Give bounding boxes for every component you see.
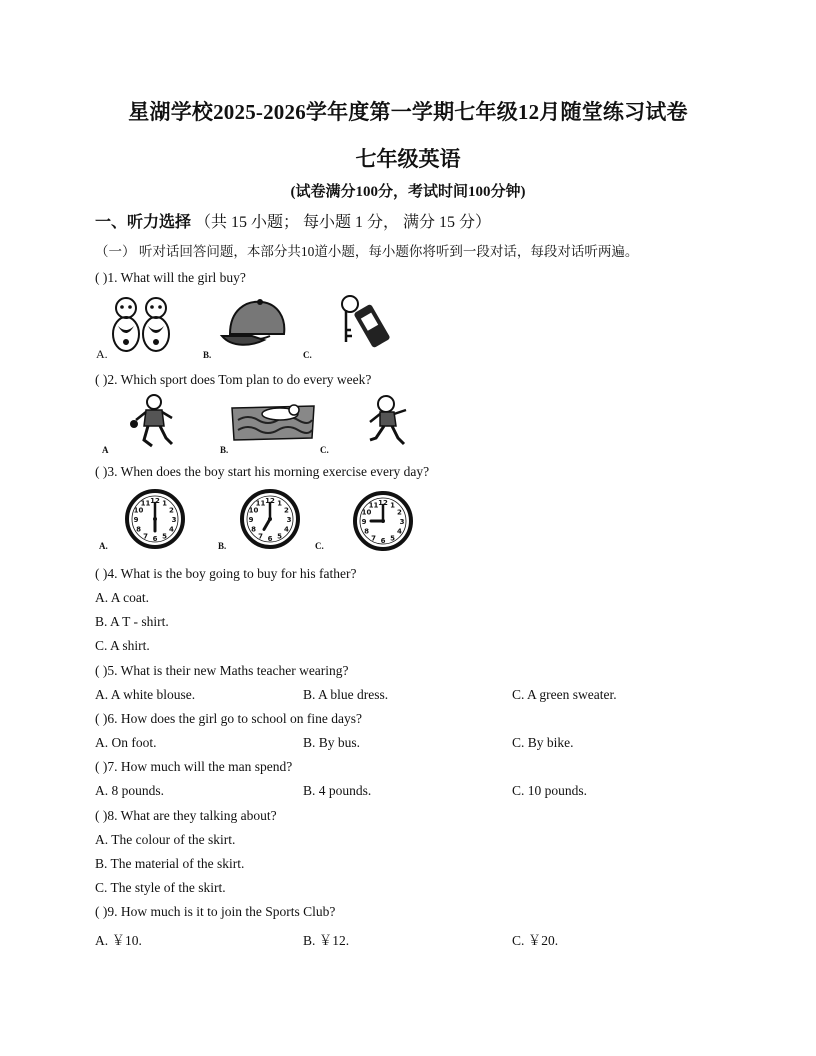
option-c[interactable]: C. 10 pounds. xyxy=(512,783,588,798)
svg-text:8: 8 xyxy=(251,525,256,534)
picture-label: A xyxy=(102,445,109,455)
svg-text:7: 7 xyxy=(143,532,148,541)
clock-nine-icon xyxy=(352,490,414,552)
svg-text:2: 2 xyxy=(284,506,289,515)
keychain-icon xyxy=(332,292,394,354)
svg-text:9: 9 xyxy=(361,518,367,526)
svg-text:6: 6 xyxy=(152,535,158,543)
option-b[interactable]: B. A T - shirt. xyxy=(95,614,169,629)
answer-bracket[interactable]: ( ) xyxy=(95,759,108,774)
runner-icon xyxy=(364,394,414,450)
option-a[interactable]: A. A white blouse. xyxy=(95,687,196,702)
option-a[interactable]: A. On foot. xyxy=(95,735,157,750)
section-title: 一、听力选择 xyxy=(95,214,192,231)
question-text: 2. Which sport does Tom plan to do every week? xyxy=(107,372,372,387)
svg-text:5: 5 xyxy=(162,532,167,541)
svg-text:10: 10 xyxy=(248,506,259,515)
question-2 xyxy=(95,372,371,388)
svg-text:7: 7 xyxy=(371,534,376,543)
question-text: 5. What is their new Maths teacher wearing? xyxy=(107,663,349,678)
answer-bracket[interactable]: ( ) xyxy=(95,372,108,387)
option-a[interactable]: A. The colour of the skirt. xyxy=(95,832,236,847)
svg-text:12: 12 xyxy=(265,497,275,505)
section-heading xyxy=(95,209,491,232)
svg-text:4: 4 xyxy=(284,525,289,534)
svg-text:5: 5 xyxy=(277,532,282,541)
picture-label: C. xyxy=(315,541,324,551)
svg-text:2: 2 xyxy=(397,508,402,517)
svg-text:3: 3 xyxy=(286,516,292,524)
picture-label: B. xyxy=(220,445,229,455)
picture-label: B. xyxy=(203,350,212,360)
svg-text:11: 11 xyxy=(368,501,379,510)
option-b[interactable]: B. The material of the skirt. xyxy=(95,856,245,871)
svg-text:7: 7 xyxy=(258,532,263,541)
question-text: 9. How much is it to join the Sports Club? xyxy=(107,904,336,919)
picture-label: A. xyxy=(99,541,108,551)
question-text: 6. How does the girl go to school on fine days? xyxy=(107,711,362,726)
option-a[interactable]: A. 8 pounds. xyxy=(95,783,165,798)
question-text: 1. What will the girl buy? xyxy=(107,270,246,285)
svg-text:6: 6 xyxy=(267,535,273,543)
option-b[interactable]: B. 4 pounds. xyxy=(303,783,372,798)
option-c[interactable]: C. A green sweater. xyxy=(512,687,617,702)
svg-text:11: 11 xyxy=(255,499,266,508)
svg-text:9: 9 xyxy=(133,516,139,524)
svg-text:9: 9 xyxy=(248,516,254,524)
question-text: 4. What is the boy going to buy for his father? xyxy=(107,566,357,581)
baseball-cap-icon xyxy=(222,296,292,352)
football-player-icon xyxy=(124,394,184,450)
question-8 xyxy=(95,808,277,824)
section-detail: （共 15 小题； 每小题 1 分， 满分 15 分） xyxy=(195,214,492,231)
picture-label: C. xyxy=(320,445,329,455)
svg-text:5: 5 xyxy=(390,534,395,543)
svg-text:11: 11 xyxy=(140,499,151,508)
question-5 xyxy=(95,663,349,679)
svg-text:8: 8 xyxy=(364,527,369,536)
option-c[interactable]: C. By bike. xyxy=(512,735,574,750)
svg-text:12: 12 xyxy=(150,497,160,505)
answer-bracket[interactable]: ( ) xyxy=(95,711,108,726)
option-a[interactable]: A. ￥10. xyxy=(95,933,142,948)
question-text: 3. When does the boy start his morning exercise every day? xyxy=(107,464,430,479)
exam-note: (试卷满分100分，考试时间100分钟) xyxy=(290,184,526,200)
question-4 xyxy=(95,566,356,582)
answer-bracket[interactable]: ( ) xyxy=(95,663,108,678)
option-a[interactable]: A. A coat. xyxy=(95,590,149,605)
answer-bracket[interactable]: ( ) xyxy=(95,904,108,919)
option-b[interactable]: B. A blue dress. xyxy=(303,687,389,702)
question-text: 8. What are they talking about? xyxy=(107,808,277,823)
picture-label: C. xyxy=(303,350,312,360)
question-7 xyxy=(95,759,292,775)
exam-subtitle: 七年级英语 xyxy=(355,147,461,171)
option-b[interactable]: B. ￥12. xyxy=(303,933,350,948)
swimmer-icon xyxy=(228,398,318,444)
svg-text:4: 4 xyxy=(169,525,174,534)
answer-bracket[interactable]: ( ) xyxy=(95,808,108,823)
option-b[interactable]: B. By bus. xyxy=(303,735,361,750)
exam-title: 星湖学校2025-2026学年度第一学期七年级12月随堂练习试卷 xyxy=(128,100,688,124)
svg-text:3: 3 xyxy=(399,518,405,526)
svg-text:1: 1 xyxy=(162,499,167,508)
clock-six-icon xyxy=(124,488,186,550)
svg-text:4: 4 xyxy=(397,527,402,536)
svg-text:3: 3 xyxy=(171,516,177,524)
question-3 xyxy=(95,464,429,480)
question-6 xyxy=(95,711,362,727)
question-1 xyxy=(95,270,246,286)
svg-text:12: 12 xyxy=(378,499,388,507)
svg-text:10: 10 xyxy=(361,508,372,517)
svg-text:6: 6 xyxy=(380,537,386,545)
question-9 xyxy=(95,904,335,920)
option-c[interactable]: C. A shirt. xyxy=(95,638,150,653)
answer-bracket[interactable]: ( ) xyxy=(95,464,108,479)
svg-text:1: 1 xyxy=(390,501,395,510)
matryoshka-dolls-icon xyxy=(108,292,178,354)
answer-bracket[interactable]: ( ) xyxy=(95,566,108,581)
svg-text:1: 1 xyxy=(277,499,282,508)
picture-label: A. xyxy=(96,347,108,361)
answer-bracket[interactable]: ( ) xyxy=(95,270,108,285)
question-text: 7. How much will the man spend? xyxy=(107,759,293,774)
svg-text:8: 8 xyxy=(136,525,141,534)
svg-text:10: 10 xyxy=(133,506,144,515)
option-c[interactable]: C. The style of the skirt. xyxy=(95,880,226,895)
option-c[interactable]: C. ￥20. xyxy=(512,933,559,948)
picture-label: B. xyxy=(218,541,227,551)
svg-text:2: 2 xyxy=(169,506,174,515)
clock-seven-icon xyxy=(239,488,301,550)
part-instruction: （一） 听对话回答问题，本部分共10道小题，每小题你将听到一段对话，每段对话听两遍。 xyxy=(95,244,639,259)
